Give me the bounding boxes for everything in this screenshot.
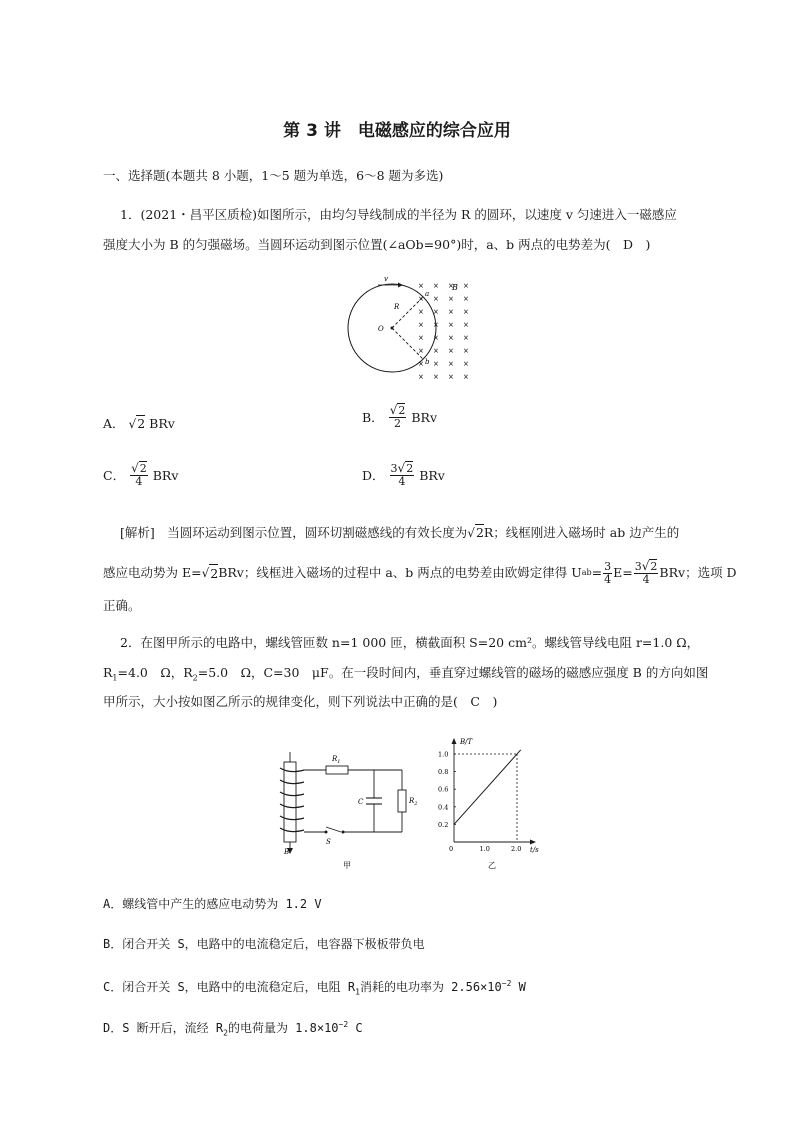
label-r1: $R_1$ xyxy=(332,755,341,765)
q1-analysis-line1: [解析] 当圆环运动到图示位置，圆环切割磁感线的有效长度为√2R；线框刚进入磁场时 ab 边产生的 xyxy=(120,525,680,540)
resistor-r2 xyxy=(398,790,406,812)
field-cross: × xyxy=(448,308,454,316)
label-R: R xyxy=(394,303,400,311)
field-cross: × xyxy=(433,308,439,316)
q1-stem-line2: 强度大小为 B 的匀强磁场。当圆环运动到图示位置(∠aOb=90°)时，a、b 两点的电势差为( D ) xyxy=(103,237,651,252)
q2-option-b[interactable]: B．闭合开关 S，电路中的电流稳定后，电容器下极板带负电 xyxy=(103,937,425,951)
y-tick-label: 0.4 xyxy=(438,803,449,812)
center-dot xyxy=(391,327,394,330)
q1-option-d[interactable]: D． $\frac{3√2}{4}$ BRv xyxy=(362,461,445,488)
field-cross: × xyxy=(463,347,469,355)
field-cross: × xyxy=(448,334,454,342)
label-a: a xyxy=(425,290,430,298)
field-cross: × xyxy=(463,295,469,303)
label-r2: $R_2$ xyxy=(409,797,418,807)
caption-jia: 甲 xyxy=(343,861,351,870)
q1-option-b[interactable]: B． $\frac{√2}{2}$ BRv xyxy=(362,403,438,430)
q2-graph-figure xyxy=(436,734,546,872)
y-tick-label: 0.6 xyxy=(438,785,449,794)
x-tick-label: 0 xyxy=(449,845,454,853)
field-cross: × xyxy=(463,334,469,342)
field-cross: × xyxy=(433,347,439,355)
label-c: C xyxy=(358,798,364,806)
field-cross: × xyxy=(448,360,454,368)
field-cross: × xyxy=(463,360,469,368)
field-cross: × xyxy=(433,282,439,290)
q2-circuit-figure xyxy=(270,748,420,872)
field-cross: × xyxy=(418,321,424,329)
field-cross: × xyxy=(433,373,439,381)
label-B: B xyxy=(452,283,458,292)
q2-option-c[interactable]: C．闭合开关 S，电路中的电流稳定后，电阻 $R_1$消耗的电功率为 $2.56\times 10^{-2}$ W xyxy=(103,979,526,997)
x-tick-label: 2.0 xyxy=(511,845,522,853)
analysis-tag: [解析] xyxy=(120,525,155,540)
field-cross: × xyxy=(418,282,424,290)
resistor-r1 xyxy=(326,766,348,774)
q2-stem-line2: $R_1=4.0$ Ω，$R_2=5.0$ Ω，C=30 μF。在一段时间内，垂直穿过螺线管的磁场的磁感应强度 B 的方向如图 xyxy=(103,665,709,683)
field-cross: × xyxy=(418,308,424,316)
y-tick-label: 1.0 xyxy=(438,750,449,759)
field-cross: × xyxy=(418,360,424,368)
field-cross: × xyxy=(433,360,439,368)
q2-stem-line1: 2．在图甲所示的电路中，螺线管匝数 n=1 000 匝，横截面积 S=20 cm²。螺线管导线电阻 r=1.0 Ω， xyxy=(120,635,700,650)
field-cross: × xyxy=(448,347,454,355)
field-cross: × xyxy=(418,334,424,342)
page-title: 第 3 讲 电磁感应的综合应用 xyxy=(283,121,511,141)
field-cross: × xyxy=(463,373,469,381)
y-tick-label: 0.8 xyxy=(438,768,449,777)
field-cross: × xyxy=(448,321,454,329)
field-cross: × xyxy=(418,347,424,355)
y-axis-label: B/T xyxy=(460,738,473,746)
field-cross: × xyxy=(433,334,439,342)
field-cross: × xyxy=(448,373,454,381)
q1-analysis-line2: 感应电动势为 E= √ 2 BRv；线框进入磁场的过程中 a、b 两点的电势差由欧姆定律得 U ab = $\frac{3}{4}$ E= $\frac{3√2}{4}$ BRv；选项 D xyxy=(103,559,737,586)
label-O: O xyxy=(378,325,384,333)
label-v: v xyxy=(384,275,388,283)
q2-stem-line3: 甲所示，大小按如图乙所示的规律变化，则下列说法中正确的是( C ) xyxy=(103,694,498,709)
field-cross: × xyxy=(448,295,454,303)
field-cross: × xyxy=(463,282,469,290)
x-tick-label: 1.0 xyxy=(479,845,490,853)
q2-option-a[interactable]: A．螺线管中产生的感应电动势为 1.2 V xyxy=(103,897,322,911)
field-cross: × xyxy=(448,282,454,290)
field-cross: × xyxy=(433,321,439,329)
q1-stem-line1: 1．(2021・昌平区质检)如图所示，由均匀导线制成的半径为 R 的圆环，以速度 v 匀速进入一磁感应 xyxy=(120,207,677,222)
q2-option-d[interactable]: D．S 断开后，流经 $R_2$的电荷量为 $1.8\times 10^{-2}$ C xyxy=(103,1020,363,1038)
switch-s xyxy=(326,827,341,832)
series-line-b xyxy=(454,750,521,825)
y-tick-label: 0.2 xyxy=(438,820,449,829)
label-B-circuit: B xyxy=(284,848,290,856)
q1-analysis-line3: 正确。 xyxy=(103,598,141,613)
caption-yi: 乙 xyxy=(488,861,496,870)
label-b: b xyxy=(425,358,430,366)
q1-figure xyxy=(340,272,480,390)
field-cross: × xyxy=(463,308,469,316)
q1-option-c[interactable]: C． $\frac{√2}{4}$ BRv xyxy=(103,461,179,488)
label-s: S xyxy=(326,838,331,846)
section-heading: 一、选择题(本题共 8 小题，1～5 题为单选，6～8 题为多选) xyxy=(103,168,444,183)
field-cross: × xyxy=(463,321,469,329)
field-cross: × xyxy=(418,373,424,381)
q1-option-a[interactable]: A． √2 BRv xyxy=(103,415,175,431)
field-cross: × xyxy=(418,295,424,303)
field-cross: × xyxy=(433,295,439,303)
x-axis-label: t/s xyxy=(530,846,539,854)
